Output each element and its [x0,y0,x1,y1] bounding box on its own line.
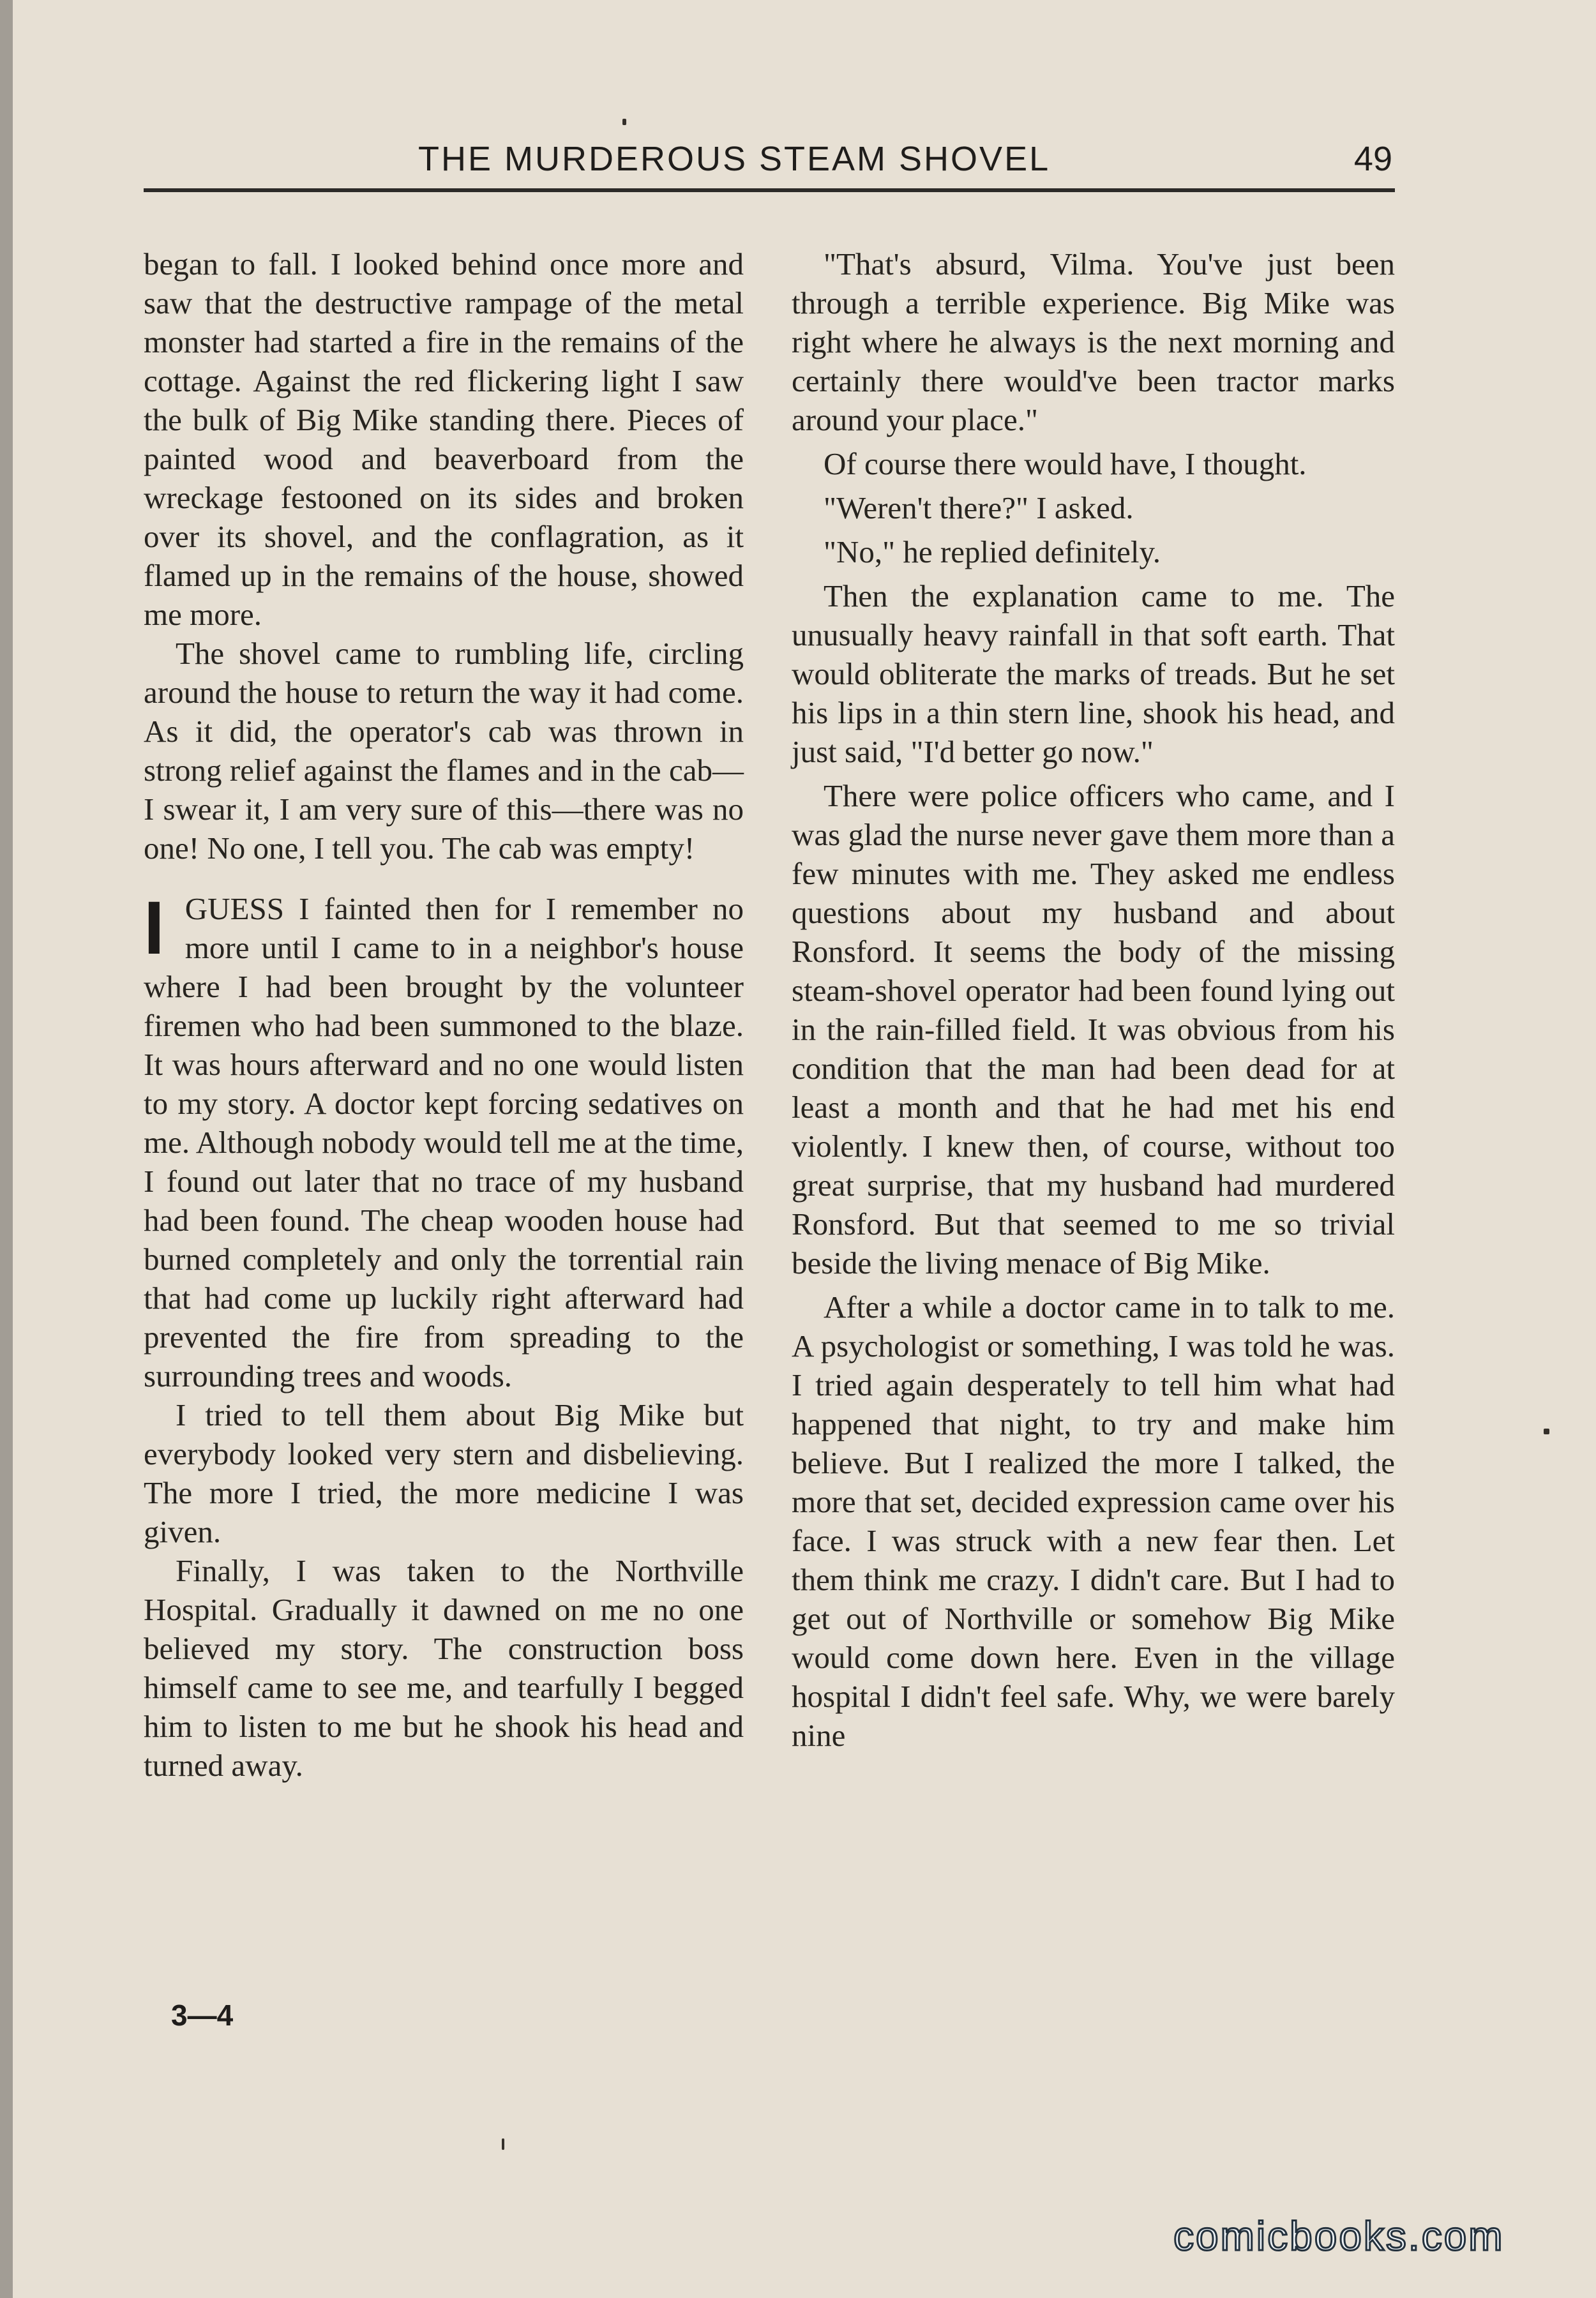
paragraph: began to fall. I looked behind once more and saw that the destructive rampage of the metal monster had started a fire in the remains of the cottage. Against the red flickering light I saw the bulk of Big Mike standing there. Pieces of painted wood and beaverboard from the wreckage festooned on its sides and broken over its shovel, and the conflagration, as it flamed up in the remains of the house, showed me more. [144,246,744,632]
paragraph: Of course there would have, I thought. [824,446,1307,481]
right-column [792,244,1395,1755]
page-number: 49 [1353,140,1392,178]
drop-cap: I [144,886,165,970]
paragraph: I tried to tell them about Big Mike but everybody looked very stern and disbelieving. The more I tried, the more medicine I was given. [144,1397,744,1549]
site-watermark: comicbooks.com [1173,2213,1505,2259]
paper-speck [622,119,626,125]
paragraph: The shovel came to rumbling life, circling around the house to return the way it had come. As it did, the operator's cab was thrown in strong relief against the flames and in the cab—I swear it, I am very sure of this—there was no one! No one, I tell you. The cab was empty! [144,636,744,866]
running-title: THE MURDEROUS STEAM SHOVEL [418,140,1051,178]
page-edge [0,0,13,2298]
section-opening-paragraph [144,886,744,1395]
paper-speck [502,2138,504,2150]
paragraph-text: GUESS I fainted then for I remember no more until I came to in a neighbor's house where I had been brought by the volunteer firemen who had been summoned to the blaze. It was hours afterward and no one would listen to my story. A doctor kept forcing sedatives on me. Although nobody would tell me at the time, I found out later that no trace of my husband had been found. The cheap wooden house had burned completely and only the torrential rain that had come up luckily right afterward had prevented the fire from spreading to the surrounding trees and woods. [144,891,744,1393]
section-break [144,867,744,889]
paragraph: Then the explanation came to me. The unusually heavy rainfall in that soft earth. That would obliterate the marks of treads. But he set his lips in a thin stern line, shook his head, and just said, "I'd better go now." [792,578,1395,769]
paragraph: After a while a doctor came in to talk to me. A psychologist or something, I was told he was. I tried again desperately to tell him what had happened that night, to try and make him believe. But I realized the more I talked, the more that set, decided expression came over his face. I was struck with a new fear then. Let them think me crazy. I didn't care. But I had to get out of Northville or somehow Big Mike would come down here. Even in the village hospital I didn't feel safe. Why, we were barely nine [792,1289,1395,1753]
printer-signature-mark: 3—4 [171,1999,234,2032]
paragraph: "Weren't there?" I asked. [824,490,1134,525]
paragraph: "No," he replied definitely. [824,534,1161,569]
paragraph: "That's absurd, Vilma. You've just been through a terrible experience. Big Mike was right where he always is the next morning and certainly there would've been tractor marks around your place." [792,246,1395,437]
paragraph: Finally, I was taken to the Northville Hospital. Gradually it dawned on me no one believed my story. The construction boss himself came to see me, and tearfully I begged him to listen to me but he shook his head and turned away. [144,1553,744,1783]
paragraph: There were police officers who came, and I was glad the nurse never gave them more than a few minutes with me. They asked me endless questions about my husband and about Ronsford. It seems the body of the missing steam-shovel operator had been found lying out in the rain-filled field. It was obvious from his condition that the man had been dead for at least a month and that he had met his end violently. I knew then, of course, without too great surprise, that my husband had murdered Ronsford. But that seemed to me so trivial beside the living menace of Big Mike. [792,778,1395,1280]
left-column [144,244,744,1785]
paper-speck [1544,1429,1549,1434]
page-header [144,134,1395,192]
